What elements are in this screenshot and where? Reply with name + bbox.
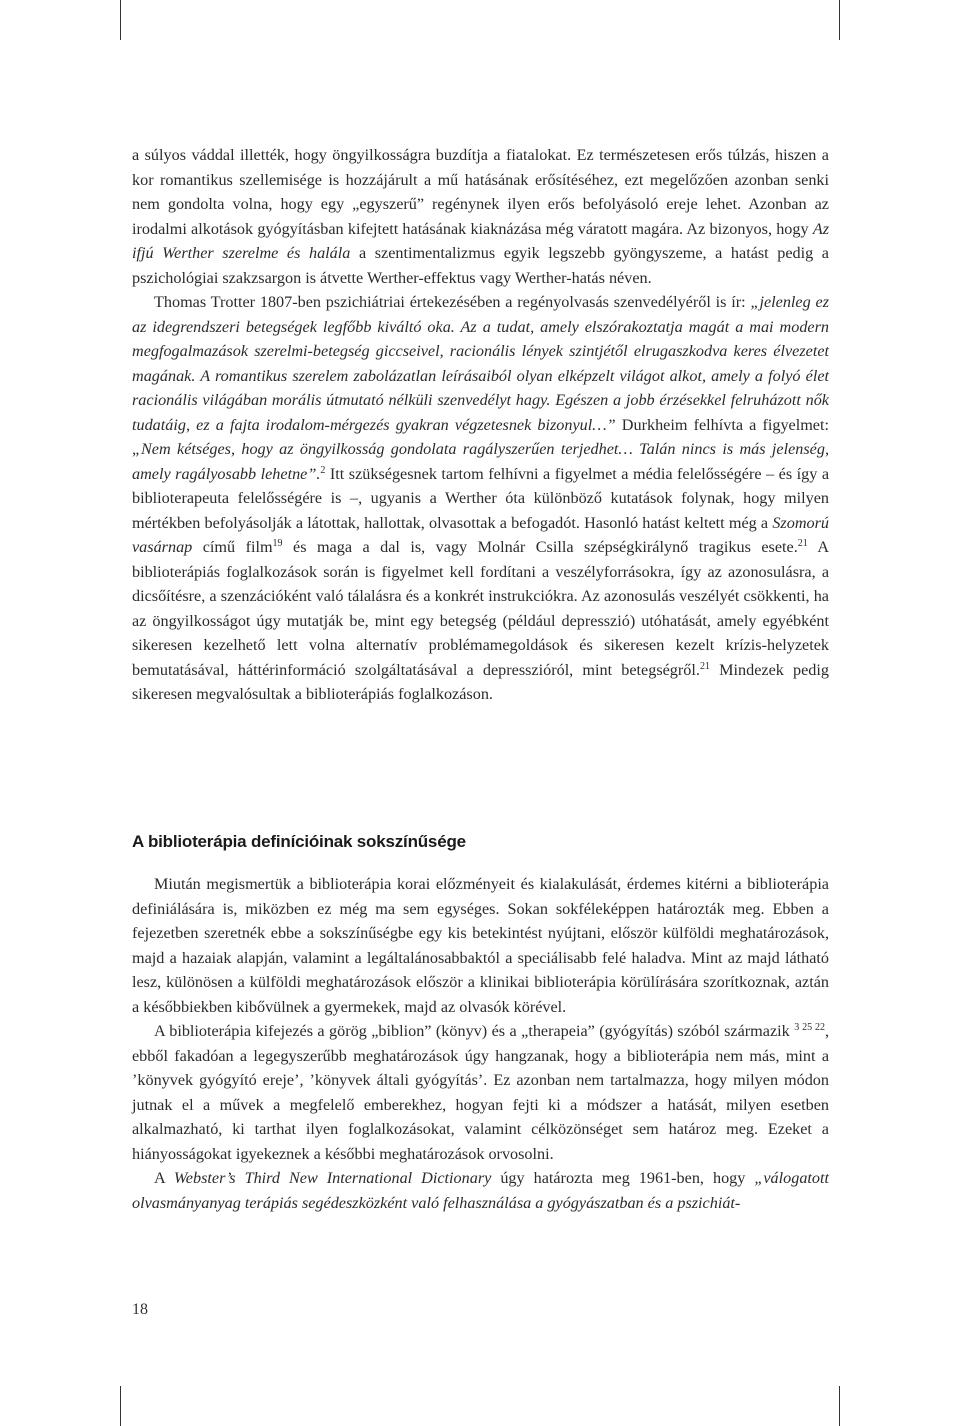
dictionary-quote: „válogatott olvasmányanyag terápiás segédeszközként való felhasználása a gyógyászatban és a pszichiát- bbox=[132, 1169, 830, 1212]
footnote-ref: 2 bbox=[320, 464, 326, 476]
crop-mark-top-left bbox=[120, 0, 121, 40]
paragraph-2: Thomas Trotter 1807-ben pszichiátriai értekezésében a regényolvasás szenvedélyéről is ír: „jelenleg ez az idegrendszeri betegségek legfőbb kiváltó oka. Az a tudat, amely elszórakoztatja magát a mai modern megfogalmazások szerelmi-betegség giccseivel, racionális lények szintjétől elrugaszkodva keres élvezetet magának. A romantikus szerelem zabolázatlan leírásaiból olyan elképzelt világot alkot, amely a folyó élet racionális világában morális útmutató nélküli szenvedélyt hagy. Egészen a jobb érzésekkel felruházott nők tudatáig, ez a fajta irodalom-mérgezés gyakran végzetesnek bizonyul…” Durkheim felhívta a figyelmet: „Nem kétséges, hogy az öngyilkosság gondolata ragályszerűen terjedhet… Talán nincs is más jelenség, amely ragályosabb lehetne”.$^2$ Itt szükségesnek tartom felhívni a figyelmet a média felelősségére – és így a biblioterapeuta felelősségére is –, ugyanis a Werther óta különböző kutatások folynak, hogy milyen mértékben befolyásolják a látottak, hallottak, olvasottak a befogadót. Hasonló hatást keltett még a Szomorú vasárnap című film$^{19}$ és maga a dal is, vagy Molnár Csilla szépségkirálynő tragikus esete.$^{21}$ A biblioterápiás foglalkozások során is figyelmet kell fordítani a veszélyforrásokra, így az azonosulásra, a dicsőítésre, a szenzációként való tálalásra és a konkrét instrukciókra. Az azonosulás veszélyét csökkenti, ha az öngyilkosságot úgy mutatják be, mint egy betegség (például depresszió) utóhatását, amely egyébként sikeresen kezelhető lett volna alternatív problémamegoldások és sikeresen kezelt krízis-helyzetek bemutatásával, háttérinformáció szolgáltatásával a depresszióról, mint betegségről.$^{21}$ Mindezek pedig sikeresen megvalósultak a biblioterápiás foglalkozáson. bbox=[132, 293, 830, 703]
body-text-section-2 bbox=[132, 872, 829, 1215]
section-heading: A biblioterápia definícióinak sokszínűsége bbox=[132, 832, 466, 851]
page-number: 18 bbox=[132, 1301, 148, 1318]
trotter-quote: „jelenleg ez az idegrendszeri betegségek legfőbb kiváltó oka. Az a tudat, amely elszórakoztatja magát a mai modern megfogalmazások szerelmi-betegség giccseivel, racionális lények szintjétől elrugaszkodva keres élvezetet magának. A romantikus szerelem zabolázatlan leírásaiból olyan elképzelt világot alkot, amely a folyó élet racionális világában morális útmutató nélküli szenvedélyt hagy. Egészen a jobb érzésekkel felruházott nők tudatáig, ez a fajta irodalom-mérgezés gyakran végzetesnek bizonyul…” bbox=[132, 293, 829, 434]
footnote-ref: 3 25 22 bbox=[794, 1022, 825, 1033]
paragraph-4: A biblioterápia kifejezés a görög „biblion” (könyv) és a „therapeia” (gyógyítás) szóból származik $^{3 25 22}$, ebből fakadóan a legegyszerűbb meghatározások úgy hangzanak, hogy a biblioterápia nem más, mint a ’könyvek gyógyító ereje’, ’könyvek általi gyógyítás’. Ez azonban nem tartalmazza, hogy milyen módon jutnak el a művek a megfelelő emberekhez, hogyan fejti ki a módszer a hatását, milyen esetben alkalmazható, ki tarthat ilyen foglalkozásokat, valamint célközönséget sem határoz meg. Ezeket a hiányosságokat igyekeznek a későbbi meghatározások orvosolni. bbox=[132, 1022, 830, 1163]
footnote-ref: 21 bbox=[699, 660, 710, 672]
paragraph-5: A Webster’s Third New International Dictionary úgy határozta meg 1961-ben, hogy „válogatott olvasmányanyag terápiás segédeszközként való felhasználása a gyógyászatban és a pszichiát- bbox=[132, 1169, 830, 1212]
paragraph-1: a súlyos váddal illették, hogy öngyilkosságra buzdítja a fiatalokat. Ez természetesen erős túlzás, hiszen a kor romantikus szellemisége is hozzájárult a mű hatásának erősítéséhez, ezt megelőzően azonban senki nem gondolta volna, hogy egy „egyszerű” regénynek ilyen erős befolyásoló ereje lehet. Azonban az irodalmi alkotások gyógyításban kifejtett hatásának kiaknázása még váratott magára. Az bizonyos, hogy Az ifjú Werther szerelme és halála a szentimentalizmus egyik legszebb gyöngyszeme, a hatást pedig a pszichológiai szakzsargon is átvette Werther-effektus vagy Werther-hatás néven. bbox=[132, 146, 829, 287]
footnote-ref: 21 bbox=[797, 538, 808, 549]
crop-mark-bottom-left bbox=[120, 1386, 121, 1426]
film-title: Szomorú vasárnap bbox=[132, 513, 829, 556]
durkheim-quote: „Nem kétséges, hogy az öngyilkosság gondolata ragályszerűen terjedhet… Talán nincs is más jelenség, amely ragályosabb lehetne”. bbox=[132, 440, 829, 483]
body-text-section-1 bbox=[132, 143, 829, 707]
dictionary-title: Webster’s Third New International Dictionary bbox=[173, 1169, 492, 1187]
book-title: Az ifjú Werther szerelme és halála bbox=[132, 219, 829, 262]
crop-mark-bottom-right bbox=[839, 1386, 840, 1426]
footnote-ref: 19 bbox=[272, 538, 283, 549]
paragraph-3: Miután megismertük a biblioterápia korai előzményeit és kialakulását, érdemes kitérni a biblioterápia definiálására is, miközben ez még ma sem egységes. Sokan sokféleképpen határozták meg. Ebben a fejezetben szeretnék ebbe a sokszínűségbe egy kis betekintést nyújtani, először külföldi meghatározások, majd a hazaiak alapján, valamint a legáltalánosabbaktól a speciálisabb felé haladva. Mint az majd látható lesz, különösen a külföldi meghatározások először a klinikai biblioterápia körülírására szorítkoznak, aztán a későbbiekben kibővülnek a gyermekek, majd az olvasók körével. bbox=[132, 875, 829, 1016]
crop-mark-top-right bbox=[839, 0, 840, 40]
